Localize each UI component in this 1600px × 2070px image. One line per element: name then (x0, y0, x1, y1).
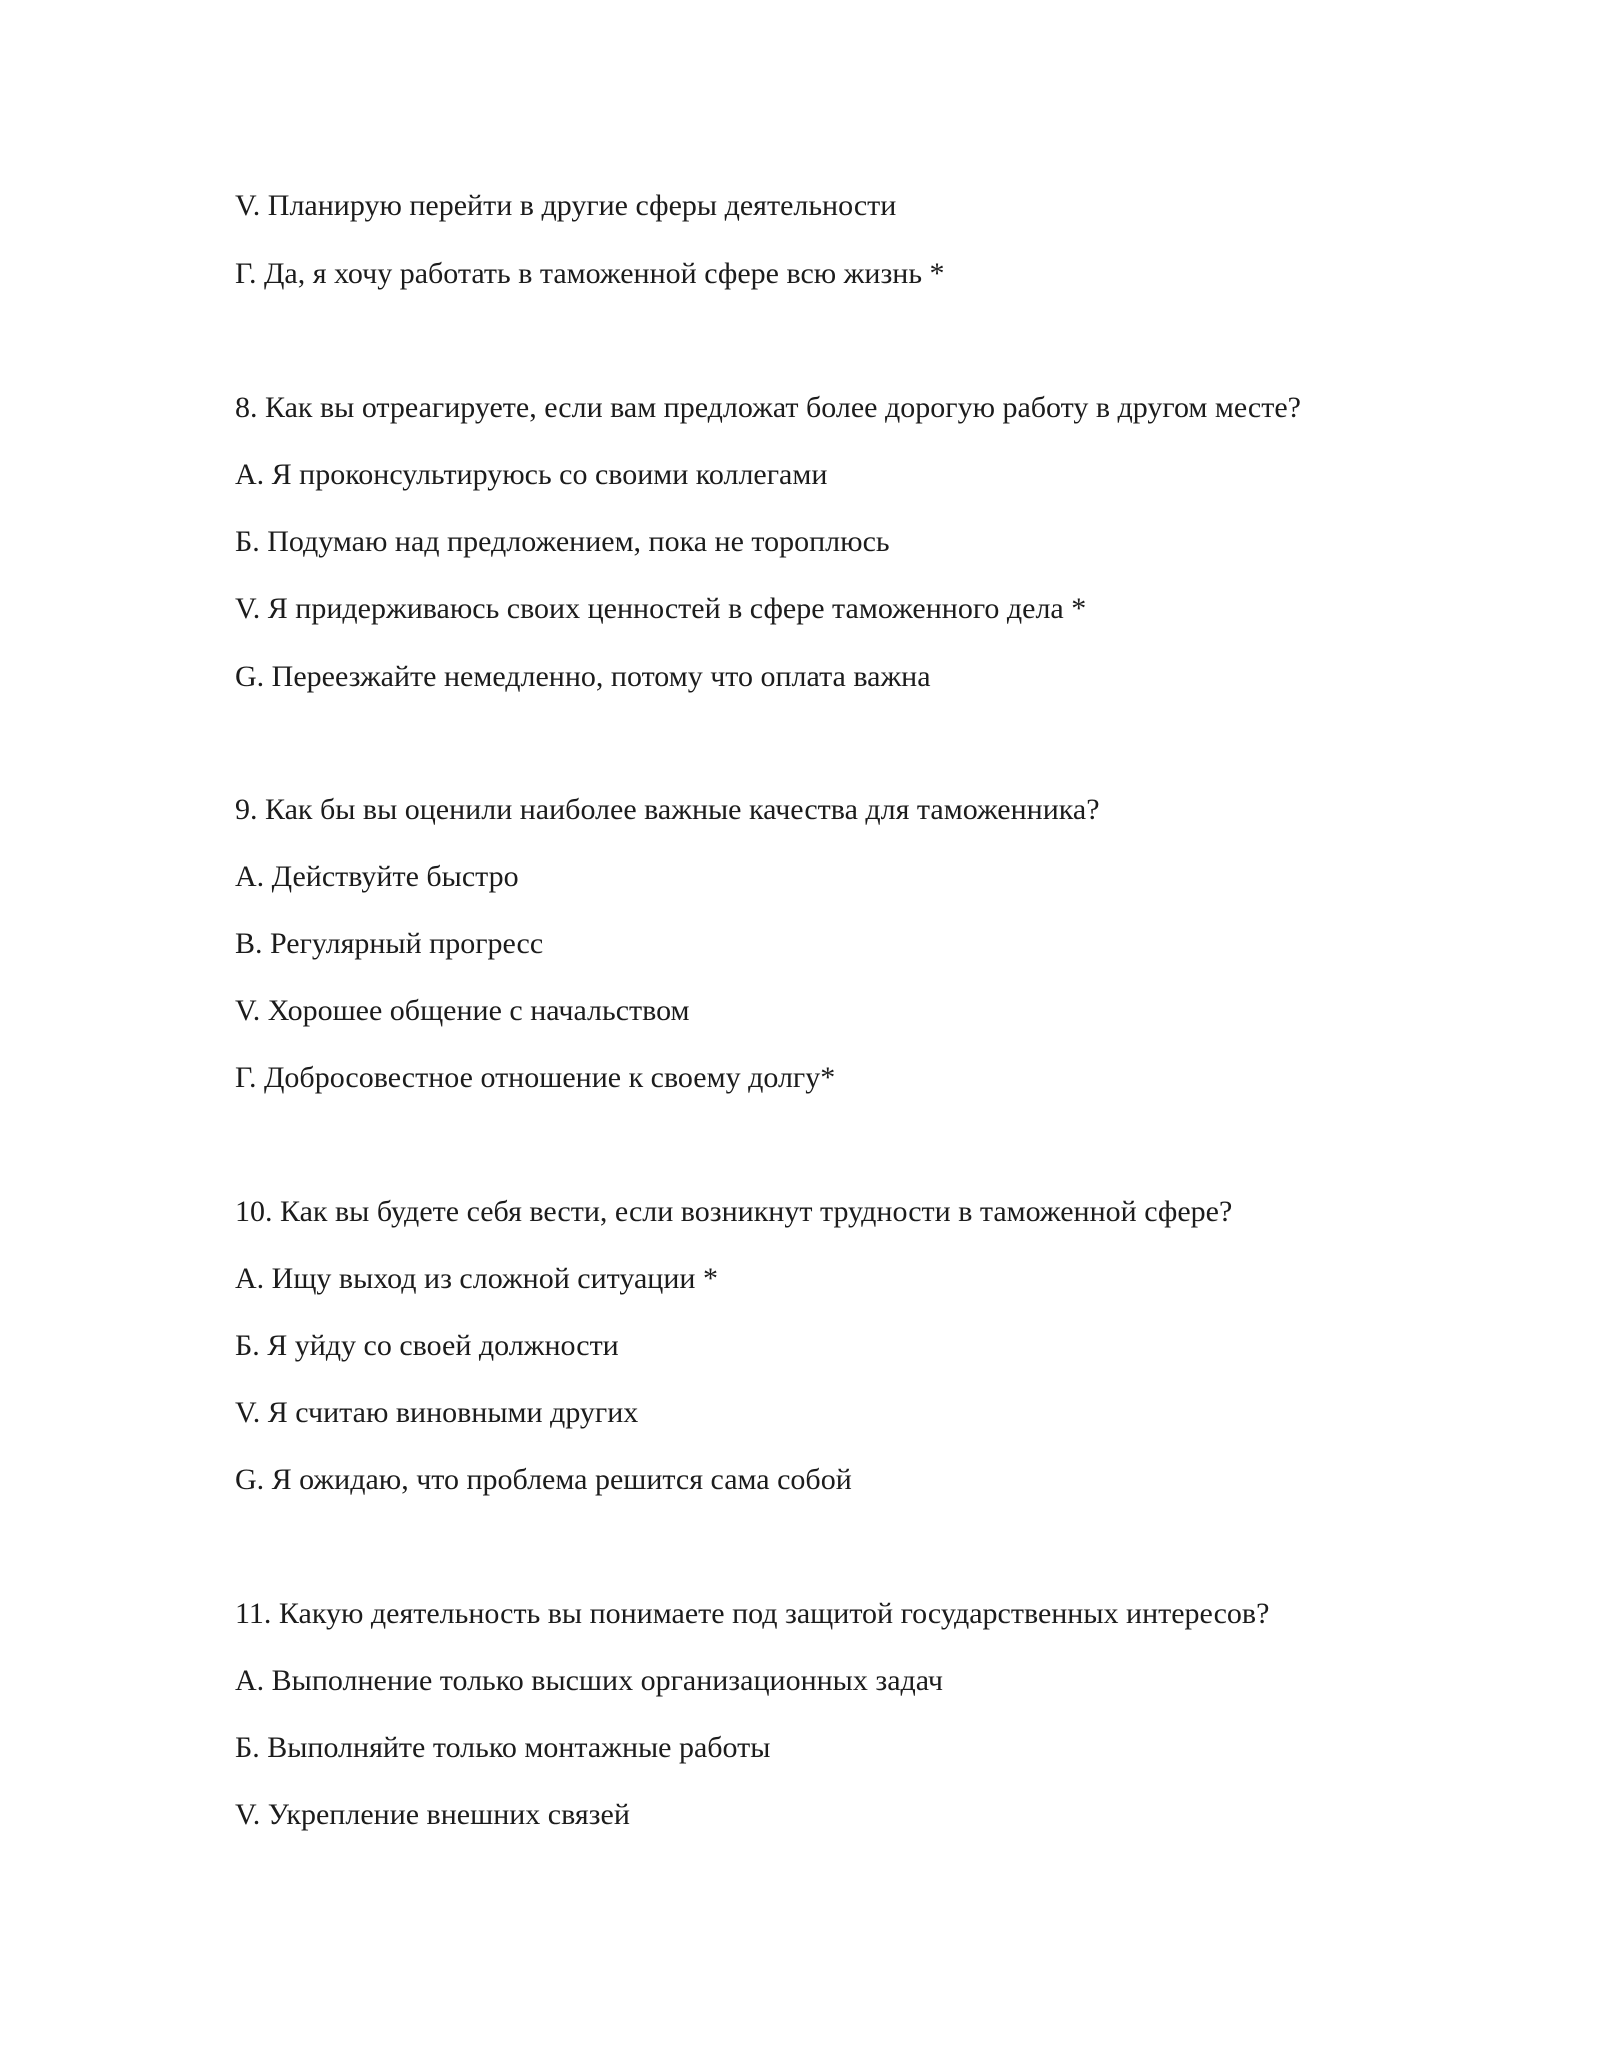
answer-option: Б. Подумаю над предложением, пока не тороплюсь (235, 525, 890, 558)
question-8: 8. Как вы отреагируете, если вам предложат более дорогую работу в другом месте? (235, 391, 1301, 424)
answer-option: Б. Я уйду со своей должности (235, 1329, 619, 1362)
answer-option: G. Я ожидаю, что проблема решится сама собой (235, 1463, 852, 1496)
answer-option: А. Я проконсультируюсь со своими коллегами (235, 458, 828, 491)
answer-option: V. Я считаю виновными других (235, 1396, 639, 1429)
answer-option: Г. Добросовестное отношение к своему долгу* (235, 1061, 836, 1094)
question-9: 9. Как бы вы оценили наиболее важные качества для таможенника? (235, 793, 1100, 826)
answer-option: Б. Выполняйте только монтажные работы (235, 1731, 771, 1764)
answer-option: G. Переезжайте немедленно, потому что оплата важна (235, 660, 931, 693)
answer-option: V. Хорошее общение с начальством (235, 994, 690, 1027)
answer-option: V. Я придерживаюсь своих ценностей в сфере таможенного дела * (235, 592, 1087, 625)
answer-option: V. Планирую перейти в другие сферы деятельности (235, 189, 897, 222)
answer-option: А. Ищу выход из сложной ситуации * (235, 1262, 718, 1295)
answer-option: Г. Да, я хочу работать в таможенной сфере всю жизнь * (235, 257, 945, 290)
answer-option: В. Регулярный прогресс (235, 927, 544, 960)
question-11: 11. Какую деятельность вы понимаете под защитой государственных интересов? (235, 1597, 1270, 1630)
answer-option: А. Выполнение только высших организационных задач (235, 1664, 943, 1697)
answer-option: А. Действуйте быстро (235, 860, 519, 893)
question-10: 10. Как вы будете себя вести, если возникнут трудности в таможенной сфере? (235, 1195, 1233, 1228)
answer-option: V. Укрепление внешних связей (235, 1798, 630, 1831)
